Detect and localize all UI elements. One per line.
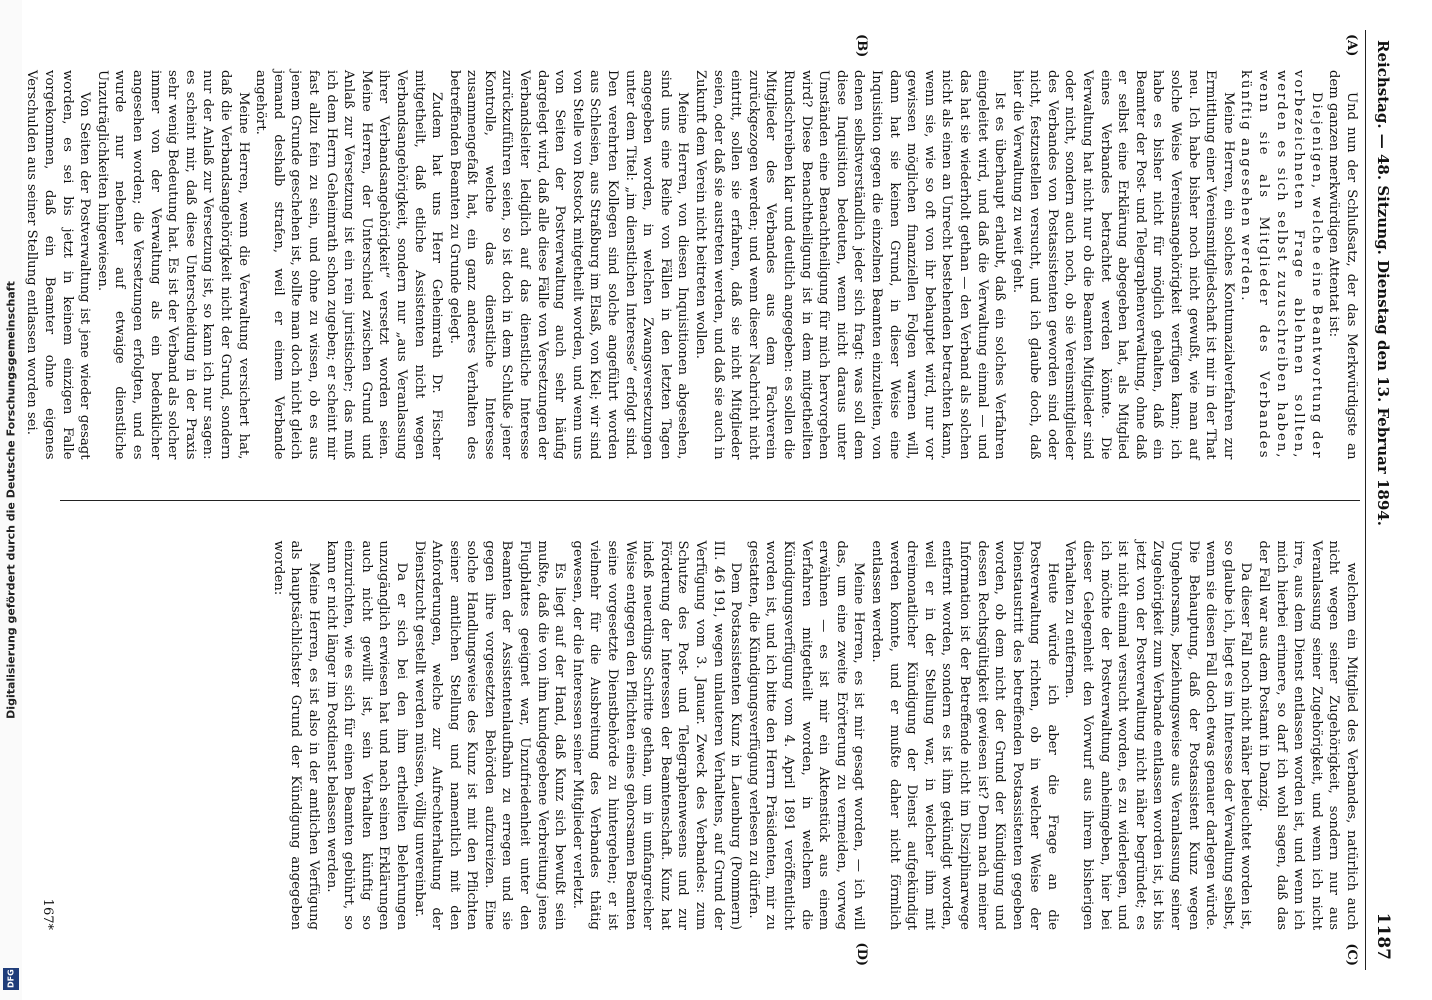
dfg-logo: DFG [3, 968, 19, 990]
paragraph: Meine Herren, es ist also in der amtlichen Verfügung als hauptsächlichster Grund der Kündigung angegeben worden: [270, 540, 321, 930]
rotated-page [24, 30, 1400, 970]
paragraph: welchem ein Mitglied des Verbandes, natürlich auch nicht wegen seiner Zugehörigkeit, sondern nur aus Veranlassung seiner Zugehörigkeit, und wenn ich nicht irre, aus dem Dienst entlassen worden ist, und wenn ich mich hierbei erinnere, so darf ich wohl sagen, daß das der Fall war aus dem Postamt in Danzig. [1256, 540, 1359, 930]
paragraph: Ist es überhaupt erlaubt, daß ein solches Verfahren eingeleitet wird, und daß die Verwaltung einmal — und das hat sie wiederholt gethan — den Verband als solchen nicht als einen an Unrecht bestehenden betrachten kann, wenn sie, wie so oft von ihr behauptet wird, nur vor gewissen möglichen finanziellen Folgen warnen will, dann hat sie keinen Grund, in dieser Weise eine Inquisition gegen die einzelnen Beamten einzuleiten, von denen selbstverständlich jeder sich fragt: was soll dem diese Inquisition bedeuten, wenn nicht daraus unter Umständen eine Benachtheiligung für mich hervorgehen wird? Diese Benachtheiligung ist in dem mitgetheilten Rundschreiben klar und deutlich angegeben: es sollen die Mitglieder des Verbandes aus dem Fachverein zurückgezogen werden; und wenn dieser Nachricht nicht eintritt, sollen sie erfahren, daß sie nicht Mitglieder seien, oder daß sie austreten werden, und daß sie auch in Zukunft dem Verein nicht beitreten wollen. [693, 70, 1008, 460]
page-header [1365, 30, 1400, 970]
paragraph: Es liegt auf der Hand, daß Kunz sich bewußt sein mußte, daß die von ihm kundgegebene Verbreitung jenes Flugblattes geeignet war, Unzufriedenheit unter den Beamten der Assistentenlaufbahn zu erregen und sie gegen ihre vorgesetzten Behörden aufzureizen. Eine solche Handlungsweise des Kunz ist mit den Pflichten seiner amtlichen Stellung und namentlich mit den Anforderungen, welche zur Aufrechterhaltung der Dienstzucht gestellt werden müssen, völlig unvereinbar. [411, 540, 568, 930]
header-title: Reichstag. — 48. Sitzung. Dienstag den 13. Februar 1894. [1374, 40, 1392, 526]
paragraph: Zudem hat uns Herr Geheimrath Dr. Fischer mitgetheilt, daß etliche Assistenten nicht wegen Verbandsangehörigkeit, sondern nur „aus Veranlassung ihrer Verbandsangehörigkeit“ versetzt worden seien. Meine Herren, der Unterschied zwischen Grund und Anlaß zur Versetzung ist ein rein juristischer; das muß ich dem Herrn Geheimrath schon zugeben; er scheint mir fast allzu fein zu sein, und ohne zu wissen, ob es aus jenem Grunde geschehen ist, sollte man doch nicht gleich jemand deshalb strafen, weil er einem Verbande angehört. [253, 70, 445, 460]
left-column [24, 30, 1360, 500]
right-column [60, 500, 1360, 971]
paragraph: Und nun der Schlußsatz, der das Merkwürdigste an dem ganzen merkwürdigen Attentat ist: [1326, 70, 1359, 460]
page-scan [24, 20, 1410, 980]
signature-mark: 167* [40, 898, 55, 930]
paragraph: Da dieser Fall noch nicht näher beleuchtet worden ist, so glaube ich, liegt es im Interesse der Verwaltung selbst, wenn sie diesen Fall doch etwas genauer darlegen würde. Die Behauptung, daß der Postassistent Kunz wegen Ungehorsams, beziehungsweise aus Veranlassung seiner Zugehörigkeit zum Verbande entlassen worden ist, ist bis jetzt von der Postverwaltung nicht näher begründet; es ist nicht einmal versucht worden, es zu widerlegen, und ich möchte der Postverwaltung anheimgeben, hier bei dieser Gelegenheit den Vorwurf aus ihrem bisherigen Verhalten zu entfernen. [1062, 540, 1254, 930]
margin-marker-c: (C) [1344, 943, 1359, 966]
page-number: 1187 [1373, 912, 1393, 960]
paragraph: Dem Postassistenten Kunz in Lauenburg (Pommern) III. 46 191, wegen unlauteren Verhaltens, auf Grund der Verfügung vom 3. Januar. Zweck des Verbandes: zum Schutze des Post- und Telegraphenwesens und zur Förderung der Interessen der Beamtenschaft. Kunz hat indeß neuerdings Schritte gethan, um in umfangreicher Weise entgegen den Pflichten eines gehorsamen Beamten seine vorgesetzte Dienstbehörde zu hintergehen; er ist vielmehr für die Ausbreitung des Verbandes thätig gewesen, der die Interessen seiner Mitglieder verletzt. [569, 540, 744, 930]
paragraph: Von Seiten der Postverwaltung ist jene wieder gesagt worden, es sei bis jetzt in keinem einzigen Falle vorgekommen, daß ein Beamter ohne eigenes Verschulden aus seiner Stellung entlassen worden sei. [24, 70, 93, 460]
paragraph: Meine Herren, von diesen Inquisitionen abgesehen, sind uns eine Reihe von Fällen in den letzten Tagen angegeben worden, in welchen Zwangsversetzungen unter dem Titel: „im dienstlichen Interesse“ erfolgt sind. Den verehrten Kollegen sind solche angeführt worden aus Schlesien, aus Straßburg im Elsaß, von Kiel; wir sind von Stelle von Rostock mitgetheilt worden, und wenn uns von Seiten der Postverwaltung auch sehr häufig dargelegt wird, daß alle diese Fälle von Versetzungen der Verbandsleiter lediglich auf das dienstliche Interesse zurückzuführen seien, so ist doch in dem Schluße jener Kontrolle, welche das dienstliche Interesse zusammengefaßt hat, ein ganz anderes Verhalten des betreffenden Beamten zu Grunde gelegt. [446, 70, 691, 460]
margin-marker-b: (B) [854, 34, 869, 58]
digitization-note-text: Digitalisierung gefördert durch die Deutsche Forschungsgemeinschaft [4, 281, 18, 719]
paragraph: Meine Herren, ein solches Kontumazialverfahren zur Ermittlung einer Vereinsmitgliedschaft ist mir in der That neu. Ich habe bisher noch nicht gewußt, wie man auf solche Weise Vereinsangehörigkeit verfügen kann; ich habe es bisher nicht für möglich gehalten, daß ein Beamter der Post- und Telegraphenverwaltung, ohne daß er selbst eine Erklärung abgegeben hat, als Mitglied eines Verbandes betrachtet werden könnte. Die Verwaltung hat nicht nur ob die Beamten Mitglieder sind oder nicht, sondern auch noch, ob sie Vereinsmitglieder des Verbandes von Postassistenten geworden sind oder nicht, festzustellen versucht, und ich glaube doch, daß hier die Verwaltung zu weit geht. [1009, 70, 1236, 460]
margin-marker-a: (A) [1344, 34, 1359, 57]
paragraph: Meine Herren, es ist mir gesagt worden, — ich will das, um eine zweite Erörterung zu vermeiden, vorweg erwähnen — es ist mir ein Aktenstück aus einem Verfahren mitgetheilt worden, in welchem die Kündigungsverfügung vom 4. April 1891 veröffentlicht worden ist, und ich bitte den Herrn Präsidenten, mir zu gestatten, die Kündigungsverfügung verlesen zu dürfen. [745, 540, 867, 930]
paragraph: Meine Herren, wenn die Verwaltung versichert hat, daß die Verbandsangehörigkeit nicht der Grund, sondern nur der Anlaß zur Versetzung ist, so kann ich nur sagen: es scheint mir, daß diese Unterscheidung in der Praxis sehr wenig Bedeutung hat. Es ist der Verband als solcher immer von der Verwaltung als ein bedenklicher angesehen worden; die Versetzungen erfolgten, und es wurde nur nebenher auf etwaige dienstliche Unzuträglichkeiten hingewiesen. [94, 70, 251, 460]
margin-marker-d: (D) [854, 942, 869, 966]
paragraph: Da er sich bei den ihm ertheilten Belehrungen unzugänglich erwiesen hat und nach seinen Erklärungen auch nicht gewillt ist, sein Verhalten künftig so einzurichten, wie es sich für einen Beamten gebührt, so kann er nicht länger im Postdienst belassen werden. [323, 540, 409, 930]
paragraph: Diejenigen, welche eine Beantwortung der vorbezeichneten Frage ablehnen sollten, werden es sich selbst zuzuschreiben haben, wenn sie als Mitglieder des Verbandes künftig angesehen werden. [1238, 70, 1324, 460]
paragraph: Heute würde ich aber die Frage an die Postverwaltung richten, ob in welcher Weise der Dienstaustritt des betreffenden Postassistenten gegeben worden, ob dem nicht der Grund der Kündigung und dessen Rechtsgültigkeit gewiesen ist? Denn nach meiner Information ist der Betreffende nicht im Disziplinarwege entfernt worden, sondern es ist ihm gekündigt worden, weil er in der Stellung war, in welcher ihm mit dreimonatlicher Kündigung der Dienst aufgekündigt werden konnte, und er mußte daher nicht förmlich entlassen werden. [868, 540, 1060, 930]
digitization-note [0, 0, 22, 1000]
